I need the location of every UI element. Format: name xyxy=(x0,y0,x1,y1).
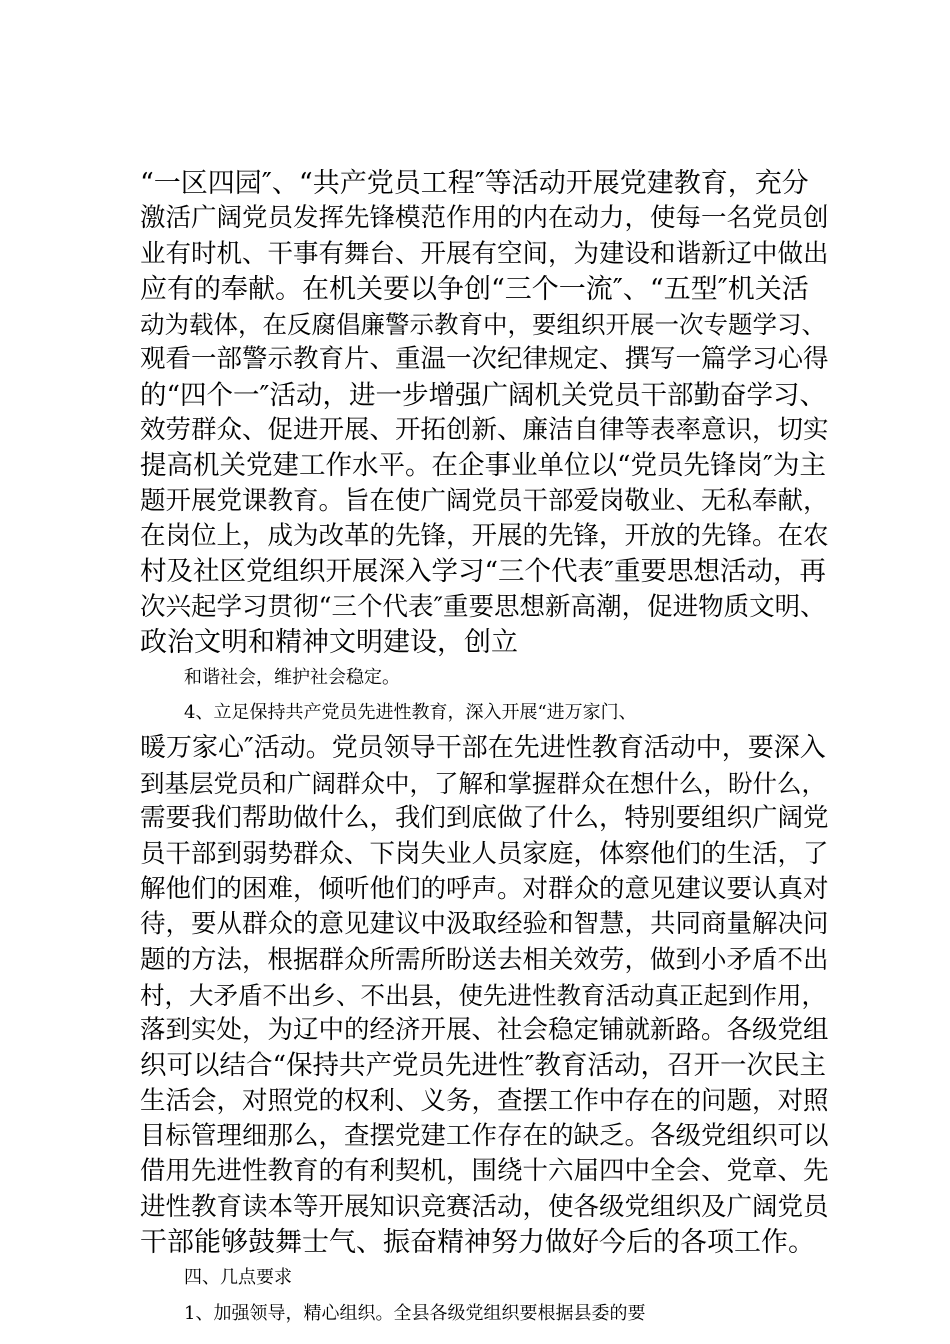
text-line: 1、加强领导，精心组织。全县各级党组织要根据县委的要 xyxy=(184,1302,646,1324)
text-line: 借用先进性教育的有利契机，围绕十六届四中全会、党章、先 xyxy=(140,1156,829,1187)
text-line: 和谐社会，维护社会稳定。 xyxy=(184,667,400,689)
text-line: 激活广阔党员发挥先锋模范作用的内在动力，使每一名党员创 xyxy=(140,203,829,234)
text-line: 生活会，对照党的权利、义务，查摆工作中存在的问题，对照 xyxy=(140,1085,829,1116)
text-line: 织可以结合“保持共产党员先进性″教育活动，召开一次民主 xyxy=(140,1050,826,1082)
text-line: 4、立足保持共产党员先进性教育，深入开展“进万家门、 xyxy=(184,702,637,724)
text-line: 次兴起学习贯彻“三个代表″重要思想新高潮，促进物质文明、 xyxy=(140,591,826,622)
text-line: 暖万家心″活动。党员领导干部在先进性教育活动中，要深入 xyxy=(140,732,826,763)
text-line: 业有时机、干事有舞台、开展有空间，为建设和谐新辽中做出 xyxy=(140,238,829,269)
text-line: 进性教育读本等开展知识竞赛活动，使各级党组织及广阔党员 xyxy=(140,1191,829,1222)
text-line: 村，大矛盾不出乡、不出县，使先进性教育活动真正起到作用， xyxy=(140,980,826,1010)
text-line: 效劳群众、促进开展、开拓创新、廉洁自律等表率意识，切实 xyxy=(140,415,829,446)
text-line: 员干部到弱势群众、下岗失业人员家庭，体察他们的生活，了 xyxy=(140,838,829,869)
text-line: 村及社区党组织开展深入学习“三个代表″重要思想活动，再 xyxy=(140,556,826,588)
text-line: 干部能够鼓舞士气、振奋精神努力做好今后的各项工作。 xyxy=(140,1226,815,1258)
text-line: 解他们的困难，倾听他们的呼声。对群众的意见建议要认真对 xyxy=(140,873,829,904)
text-line: 提高机关党建工作水平。在企事业单位以“党员先锋岗″为主 xyxy=(140,450,826,482)
text-line: 题开展党课教育。旨在使广阔党员干部爱岗敬业、无私奉献， xyxy=(140,485,829,516)
text-line: 动为载体，在反腐倡廉警示教育中，要组织开展一次专题学习、 xyxy=(140,310,826,340)
text-line: 政治文明和精神文明建设，创立 xyxy=(140,626,518,658)
text-line: 应有的奉献。在机关要以争创“三个一流″、“五型″机关活 xyxy=(140,273,809,305)
document-body xyxy=(140,166,830,1331)
text-line: 目标管理细那么，查摆党建工作存在的缺乏。各级党组织可以 xyxy=(140,1121,829,1152)
text-line: 题的方法，根据群众所需所盼送去相关效劳，做到小矛盾不出 xyxy=(140,944,829,975)
text-line: 四、几点要求 xyxy=(184,1267,292,1289)
text-line: 观看一部警示教育片、重温一次纪律规定、撰写一篇学习心得 xyxy=(140,344,829,375)
text-line: 待，要从群众的意见建议中汲取经验和智慧，共同商量解决问 xyxy=(140,909,829,940)
text-line: 落到实处，为辽中的经济开展、社会稳定铺就新路。各级党组 xyxy=(140,1015,829,1046)
text-line: 在岗位上，成为改革的先锋，开展的先锋，开放的先锋。在农 xyxy=(140,520,829,551)
text-line: 的“四个一″活动，进一步增强广阔机关党员干部勤奋学习、 xyxy=(140,379,826,411)
text-line: “一区四园″、“共产党员工程″等活动开展党建教育，充分 xyxy=(140,168,809,199)
text-line: 到基层党员和广阔群众中，了解和掌握群众在想什么，盼什么， xyxy=(140,769,826,799)
text-line: 需要我们帮助做什么，我们到底做了什么，特别要组织广阔党 xyxy=(140,803,829,834)
